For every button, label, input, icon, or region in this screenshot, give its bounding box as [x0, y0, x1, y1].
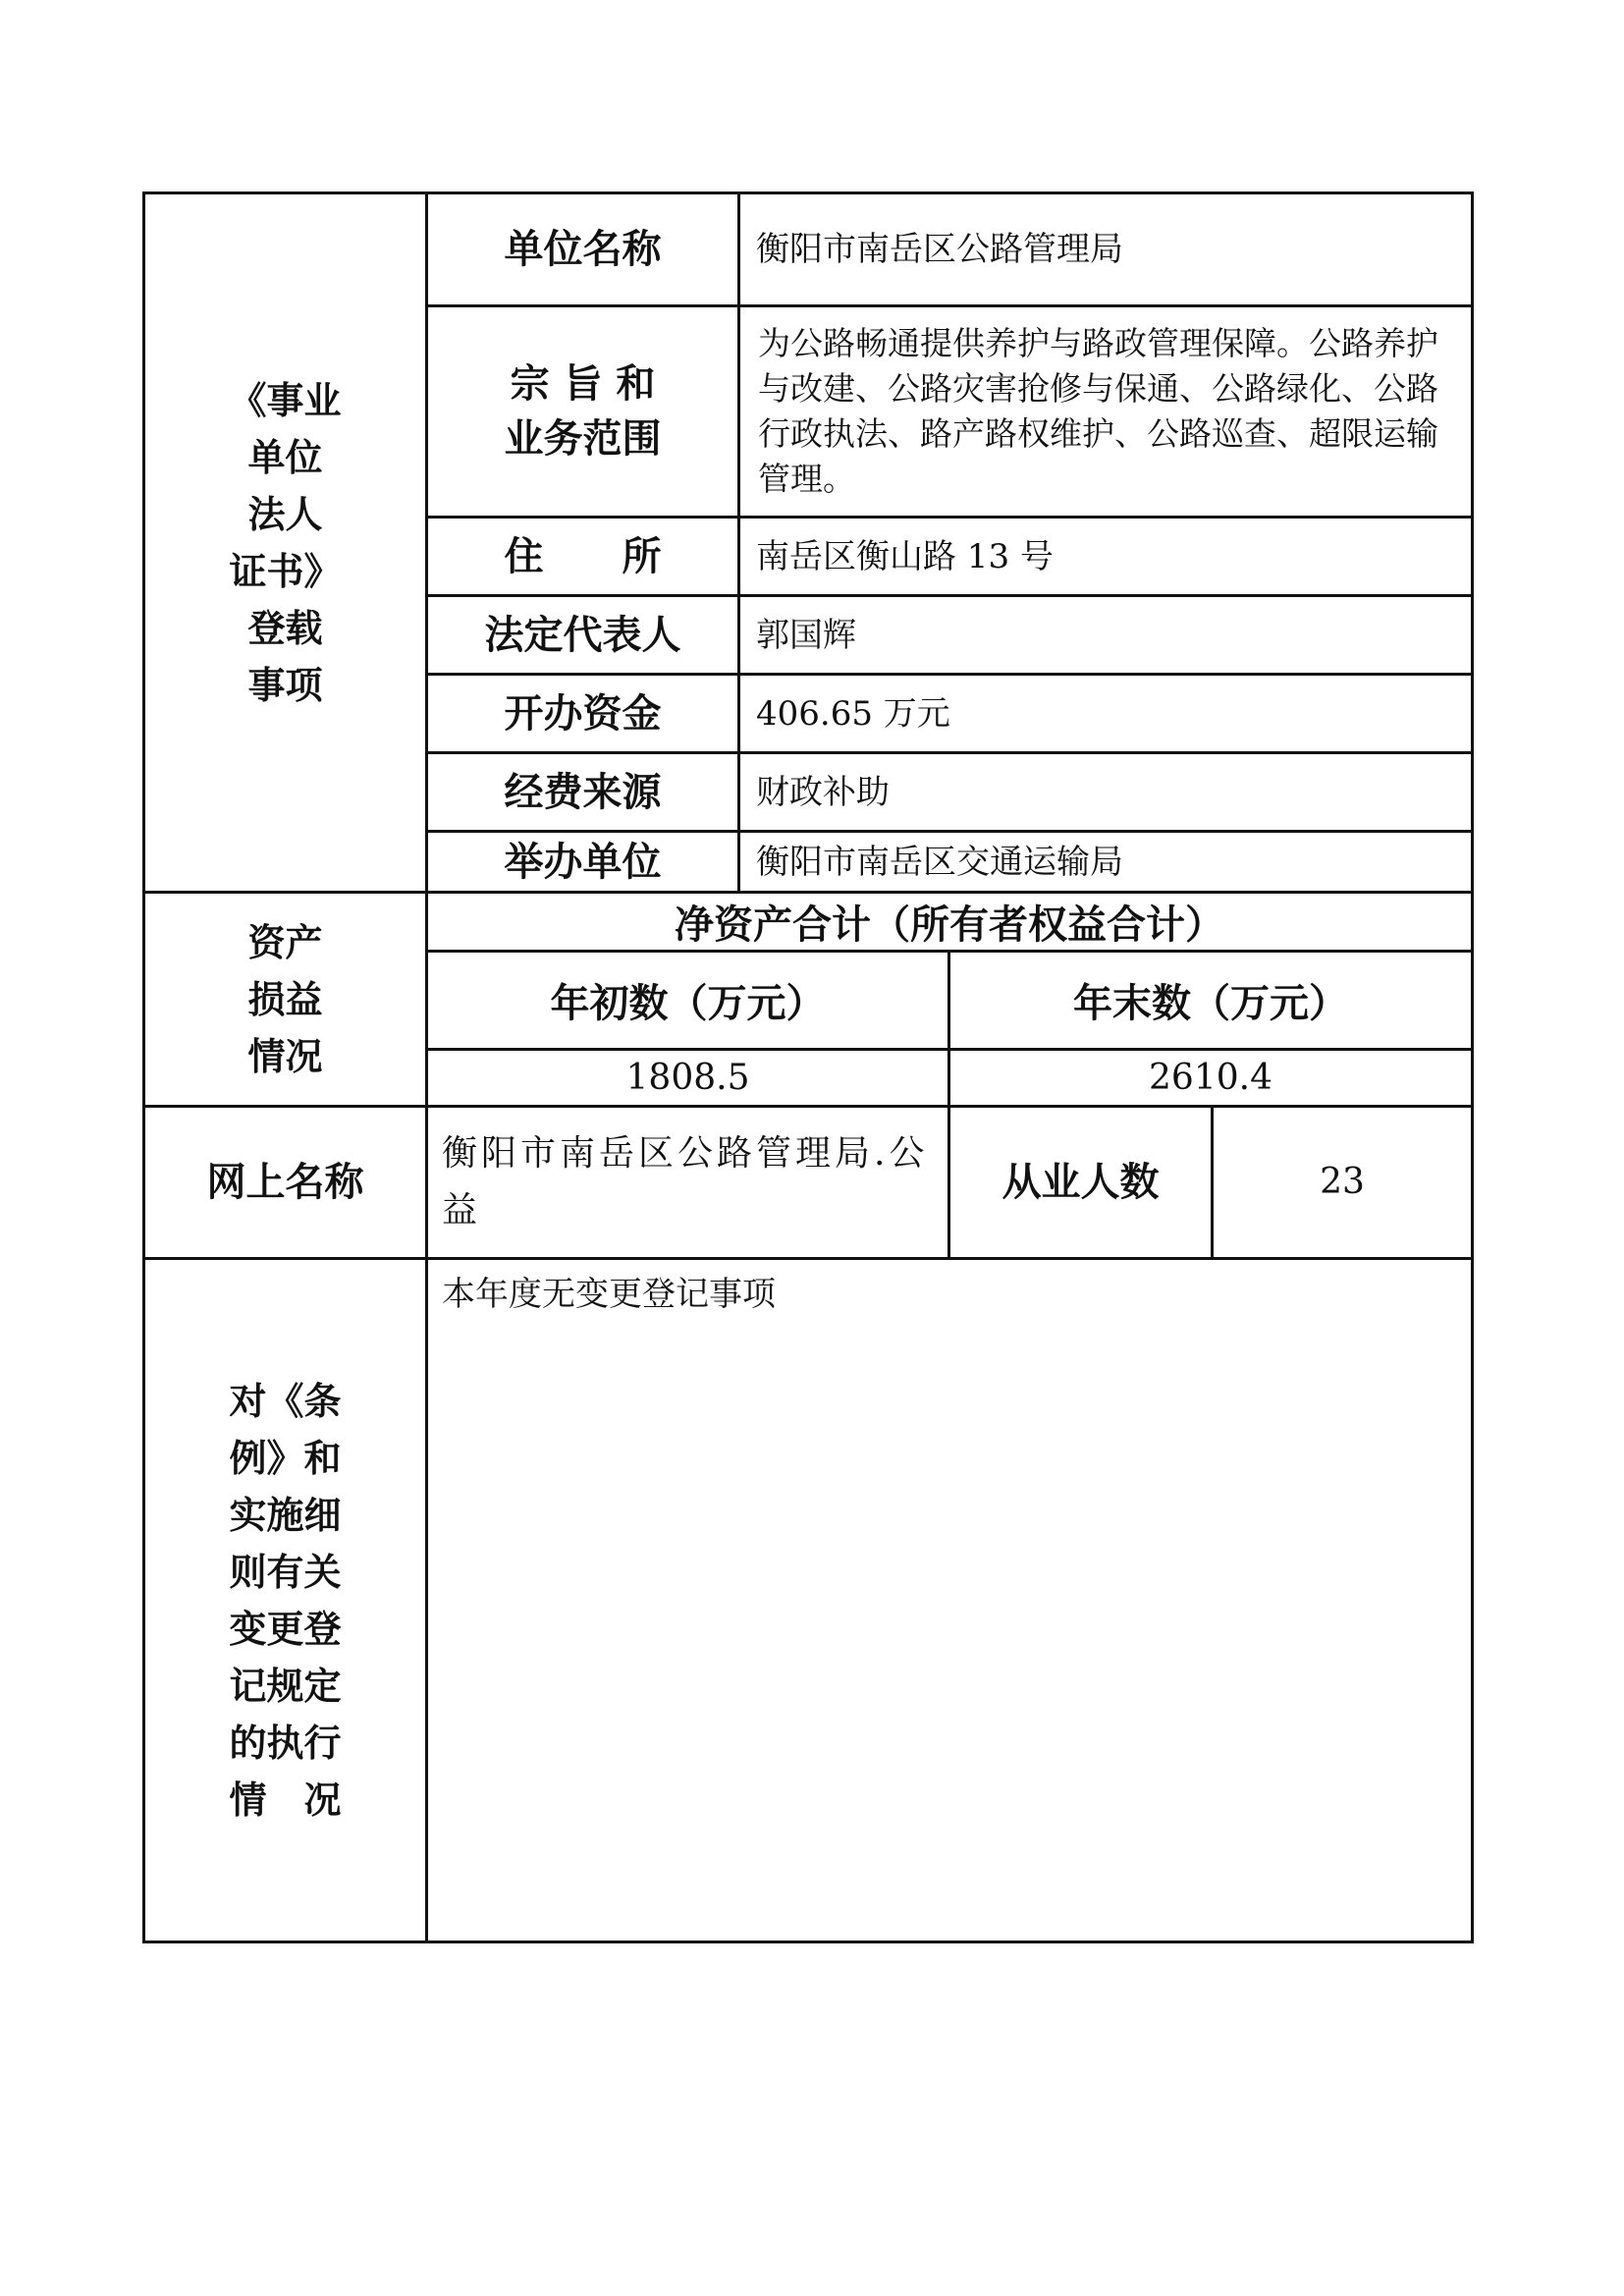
execution-section-label-line-4: 则有关: [229, 1549, 342, 1594]
cert-section-label-line-6: 事项: [247, 662, 323, 707]
begin-year-label: 年初数（万元）: [427, 952, 949, 1050]
sponsor-label: 举办单位: [427, 832, 739, 893]
legal-rep-value: 郭国辉: [739, 596, 1473, 675]
purpose-label-line2: 业务范围: [504, 415, 662, 462]
end-year-value: 2610.4: [949, 1050, 1473, 1107]
purpose-scope-label: [427, 306, 739, 518]
capital-label: 开办资金: [427, 675, 739, 753]
address-label: 住 所: [427, 518, 739, 596]
legal-rep-label: 法定代表人: [427, 596, 739, 675]
assets-section-label-line-2: 损益: [247, 976, 323, 1021]
purpose-scope-value: 为公路畅通提供养护与路政管理保障。公路养护与改建、公路灾害抢修与保通、公路绿化、公路行政执法、路产路权维护、公路巡查、超限运输管理。: [739, 306, 1473, 518]
execution-section-label-line-2: 例》和: [229, 1435, 342, 1480]
staff-count-label: 从业人数: [949, 1107, 1213, 1259]
execution-section-label-line-6: 记规定: [229, 1663, 342, 1708]
purpose-label-line1: 宗 旨 和: [510, 360, 656, 407]
online-name-value: 衡阳市南岳区公路管理局.公益: [427, 1107, 949, 1259]
execution-section-label: [144, 1259, 427, 1942]
capital-value: 406.65 万元: [739, 675, 1473, 753]
net-assets-title: 净资产合计（所有者权益合计）: [427, 893, 1473, 952]
execution-section-label-line-3: 实施细: [229, 1492, 342, 1537]
assets-section-label-line-1: 资产: [247, 919, 323, 964]
execution-section-label-line-7: 的执行: [229, 1720, 342, 1765]
cert-section-label-line-4: 证书》: [229, 548, 342, 593]
funding-source-value: 财政补助: [739, 753, 1473, 832]
cert-section-label-line-3: 法人: [247, 491, 323, 536]
cert-section-label: [144, 193, 427, 893]
assets-section-label: [144, 893, 427, 1107]
annual-report-table: [142, 191, 1474, 1943]
staff-count-value: 23: [1213, 1107, 1473, 1259]
sponsor-value: 衡阳市南岳区交通运输局: [739, 832, 1473, 893]
begin-year-value: 1808.5: [427, 1050, 949, 1107]
execution-section-label-line-1: 对《条: [229, 1378, 342, 1423]
cert-section-label-line-1: 《事业: [229, 377, 342, 422]
end-year-label: 年末数（万元）: [949, 952, 1473, 1050]
assets-section-label-line-3: 情况: [247, 1033, 323, 1078]
unit-name-label: 单位名称: [427, 193, 739, 306]
online-name-label: 网上名称: [144, 1107, 427, 1259]
execution-section-label-line-8: 情 况: [229, 1777, 342, 1822]
address-value: 南岳区衡山路 13 号: [739, 518, 1473, 596]
cert-section-label-line-2: 单位: [247, 434, 323, 479]
cert-section-label-line-5: 登载: [247, 605, 323, 650]
execution-value: 本年度无变更登记事项: [427, 1259, 1473, 1942]
execution-section-label-line-5: 变更登: [229, 1606, 342, 1651]
unit-name-value: 衡阳市南岳区公路管理局: [739, 193, 1473, 306]
funding-source-label: 经费来源: [427, 753, 739, 832]
